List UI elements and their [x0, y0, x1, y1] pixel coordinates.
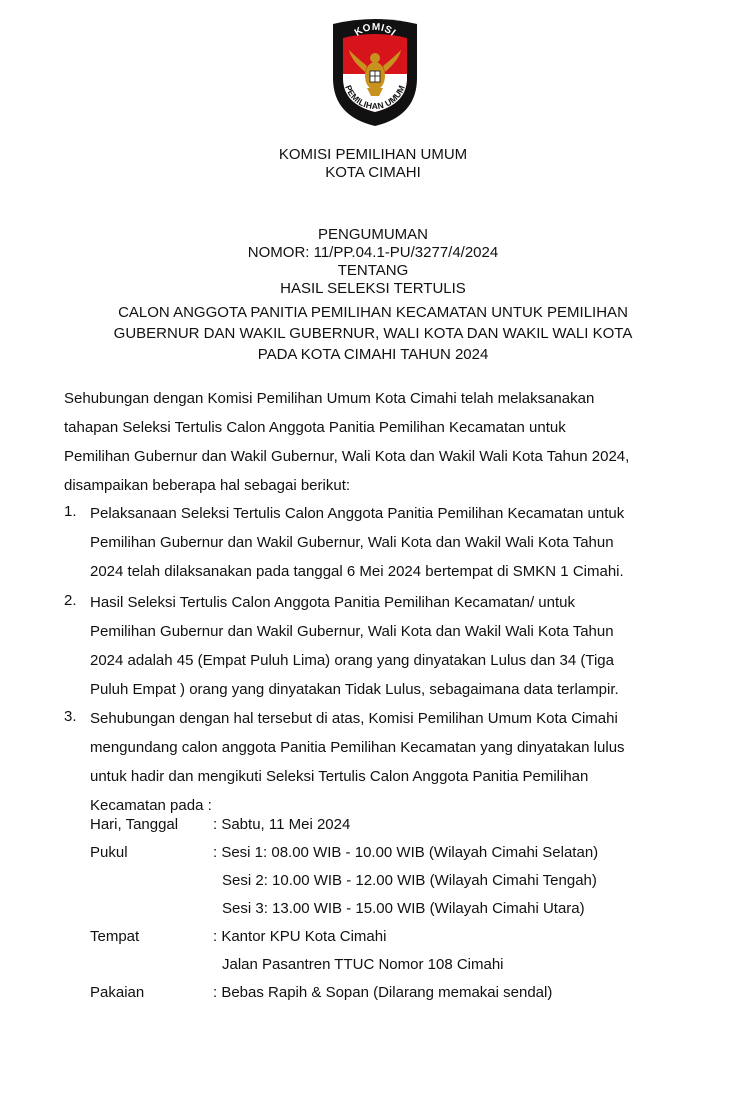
item-line: Puluh Empat ) orang yang dinyatakan Tidak Lulus, sebagaimana data terlampir.: [90, 681, 619, 698]
item-line: Pemilihan Gubernur dan Wakil Gubernur, Wali Kota dan Wakil Wali Kota Tahun: [90, 623, 614, 640]
item-line: 2024 adalah 45 (Empat Puluh Lima) orang yang dinyatakan Lulus dan 34 (Tiga: [90, 652, 614, 669]
intro-line: Sehubungan dengan Komisi Pemilihan Umum Kota Cimahi telah melaksanakan: [64, 390, 595, 407]
item-number: 2.: [64, 592, 77, 609]
place-address: Jalan Pasantren TTUC Nomor 108 Cimahi: [222, 956, 504, 973]
kpu-emblem-icon: [327, 16, 423, 128]
item-line: untuk hadir dan mengikuti Seleksi Tertulis Calon Anggota Panitia Pemilihan: [90, 768, 589, 785]
title-label: PENGUMUMAN: [317, 226, 428, 243]
session-2: Sesi 2: 10.00 WIB - 12.00 WIB (Wilayah Cimahi Tengah): [222, 872, 597, 889]
item-line: Kecamatan pada :: [90, 797, 212, 814]
intro-line: Pemilihan Gubernur dan Wakil Gubernur, Wali Kota dan Wakil Wali Kota Tahun 2024,: [64, 448, 630, 465]
list-item: [90, 588, 619, 704]
subject-line-3: PADA KOTA CIMAHI TAHUN 2024: [257, 346, 489, 363]
intro-paragraph: [64, 384, 629, 500]
announcement-subject: [0, 302, 746, 365]
org-name: KOMISI PEMILIHAN UMUM: [278, 146, 468, 163]
title-about: TENTANG: [337, 262, 409, 279]
subject-line-1: CALON ANGGOTA PANITIA PEMILIHAN KECAMATAN UNTUK PEMILIHAN: [118, 304, 628, 321]
intro-line: disampaikan beberapa hal sebagai berikut:: [64, 477, 351, 494]
kpu-logo: [327, 16, 423, 128]
item-line: Pelaksanaan Seleksi Tertulis Calon Anggota Panitia Pemilihan Kecamatan untuk: [90, 505, 625, 522]
announcement-title: [0, 226, 746, 298]
list-item: [90, 704, 625, 820]
date-value: : Sabtu, 11 Mei 2024: [213, 816, 351, 833]
item-line: Pemilihan Gubernur dan Wakil Gubernur, Wali Kota dan Wakil Wali Kota Tahun: [90, 534, 614, 551]
time-label: Pukul: [90, 844, 128, 861]
session-3: Sesi 3: 13.00 WIB - 15.00 WIB (Wilayah Cimahi Utara): [222, 900, 585, 917]
place-label: Tempat: [90, 928, 140, 945]
logo-top-text: KOMISI: [352, 21, 398, 39]
item-number: 3.: [64, 708, 77, 725]
date-label: Hari, Tanggal: [90, 816, 179, 833]
dress-value: : Bebas Rapih & Sopan (Dilarang memakai sendal): [213, 984, 553, 1001]
item-number: 1.: [64, 503, 77, 520]
item-line: 2024 telah dilaksanakan pada tanggal 6 Mei 2024 bertempat di SMKN 1 Cimahi.: [90, 563, 624, 580]
intro-line: tahapan Seleksi Tertulis Calon Anggota Panitia Pemilihan Kecamatan untuk: [64, 419, 566, 436]
subject-line-2: GUBERNUR DAN WAKIL GUBERNUR, WALI KOTA DAN WAKIL WALI KOTA: [113, 325, 633, 342]
list-item: [90, 499, 624, 586]
item-line: Hasil Seleksi Tertulis Calon Anggota Panitia Pemilihan Kecamatan/ untuk: [90, 594, 575, 611]
letterhead: [0, 146, 746, 182]
title-subject: HASIL SELEKSI TERTULIS: [280, 280, 466, 297]
session-1: : Sesi 1: 08.00 WIB - 10.00 WIB (Wilayah Cimahi Selatan): [213, 844, 599, 861]
title-number: NOMOR: 11/PP.04.1-PU/3277/4/2024: [247, 244, 499, 261]
org-city: KOTA CIMAHI: [325, 164, 421, 181]
item-line: mengundang calon anggota Panitia Pemilihan Kecamatan yang dinyatakan lulus: [90, 739, 625, 756]
item-line: Sehubungan dengan hal tersebut di atas, Komisi Pemilihan Umum Kota Cimahi: [90, 710, 618, 727]
dress-label: Pakaian: [90, 984, 145, 1001]
logo-bottom-text: PEMILIHAN UMUM: [343, 83, 407, 112]
place-value: : Kantor KPU Kota Cimahi: [213, 928, 387, 945]
